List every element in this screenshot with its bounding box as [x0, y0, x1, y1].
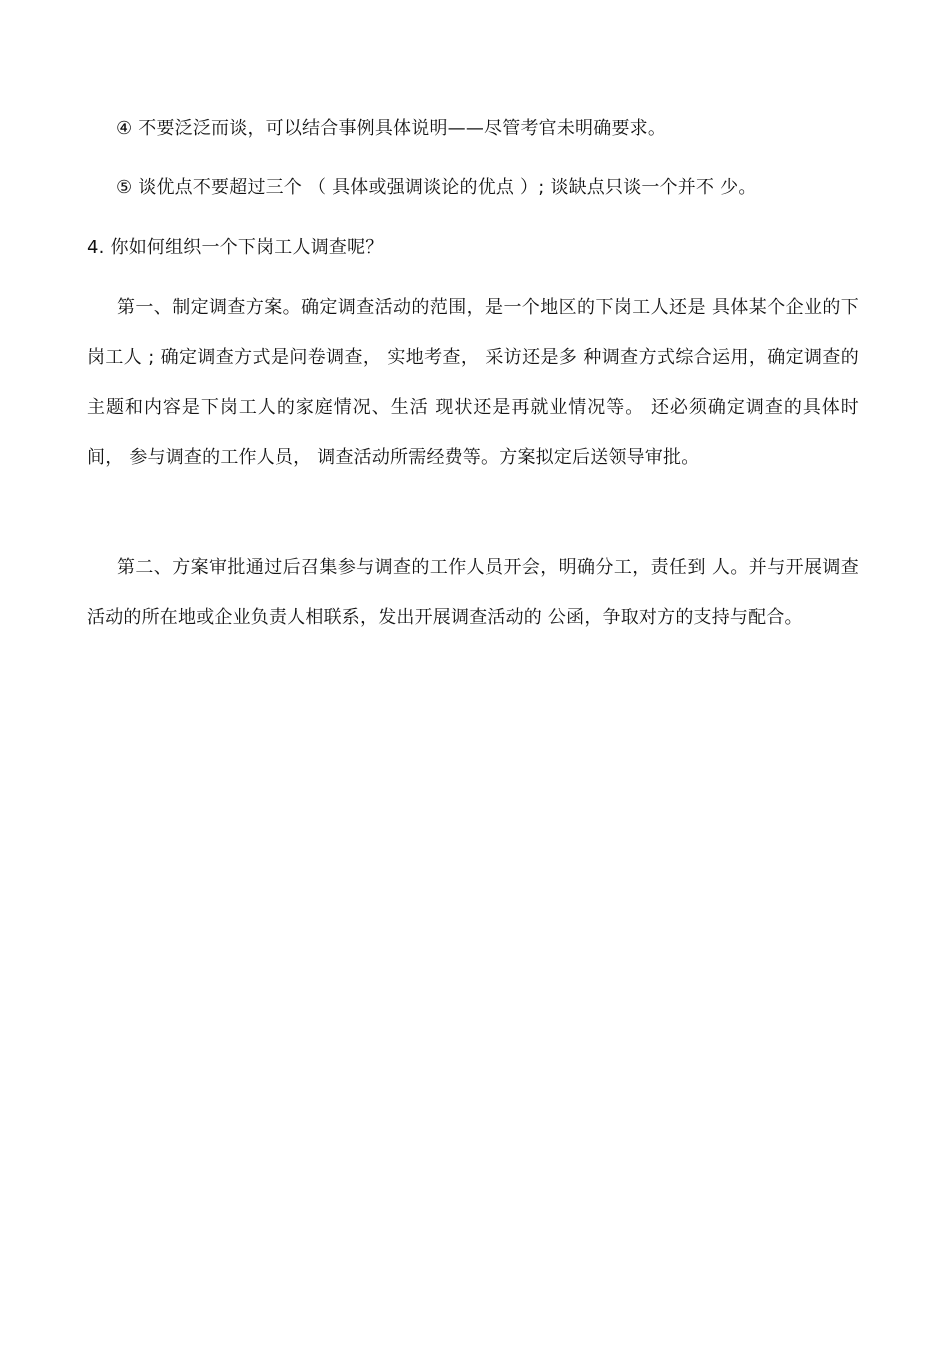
question-heading: 4. 你如何组织一个下岗工人调查呢？: [87, 237, 384, 258]
list-item-5: ⑤ 谈优点不要超过三个 （ 具体或强调谈论的优点 ）; 谈缺点只谈一个并不 少。: [116, 177, 757, 198]
list-item-4: ④ 不要泛泛而谈，可以结合事例具体说明——尽管考官未明确要求。: [116, 118, 667, 139]
paragraph-second: 第二、方案审批通过后召集参与调查的工作人员开会，明确分工，责任到 人。并与开展调查活动的所在地或企业负责人相联系，发出开展调查活动的 公函，争取对方的支持与配合。: [87, 557, 859, 628]
paragraph-first: 第一、制定调查方案。确定调查活动的范围，是一个地区的下岗工人还是 具体某个企业的下岗工人 ; 确定调查方式是问卷调查， 实地考查， 采访还是多 种调查方式综合运用，确定调查的主题和内容是下岗工人的家庭情况、生活 现状还是再就业情况等。 还必须确定调查的具体时间， 参与调查的工作人员， 调查活动所需经费等。方案拟定后送领导审批。: [87, 297, 859, 468]
